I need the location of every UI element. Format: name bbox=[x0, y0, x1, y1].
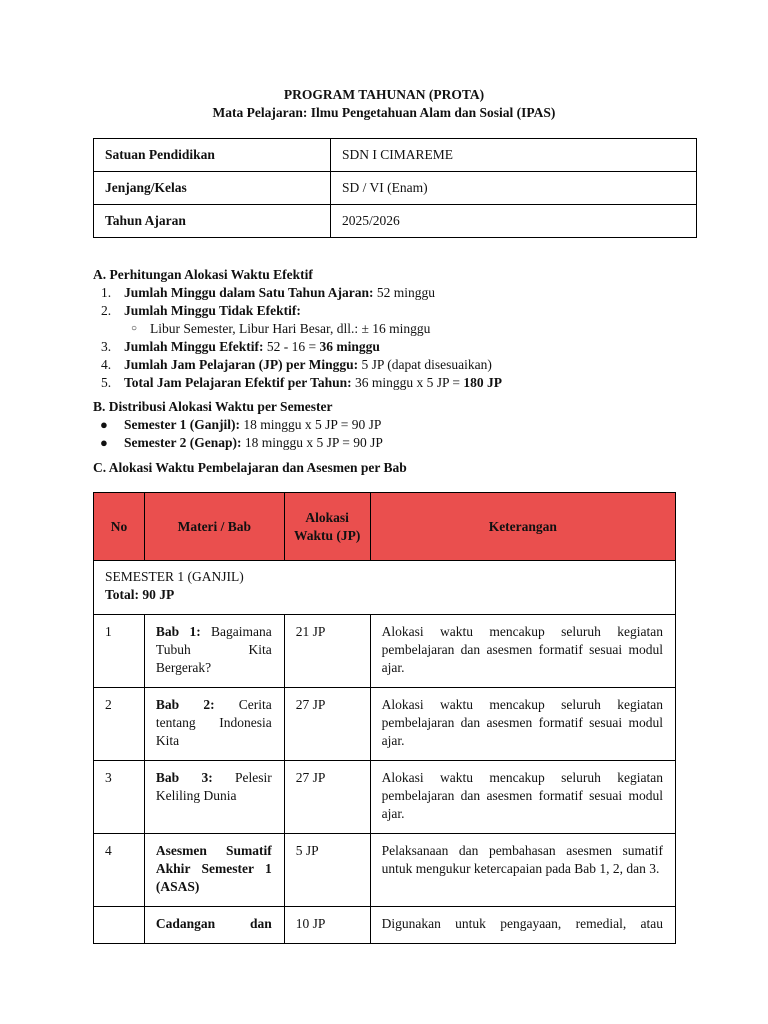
info-label: Satuan Pendidikan bbox=[94, 139, 331, 172]
item-text: 36 minggu x 5 JP = bbox=[351, 375, 464, 390]
circle-bullet-icon: ○ bbox=[131, 323, 138, 334]
column-header-materi: Materi / Bab bbox=[144, 493, 284, 561]
item-label: Total Jam Pelajaran Efektif per Tahun: bbox=[124, 375, 352, 390]
info-label: Jenjang/Kelas bbox=[94, 172, 331, 205]
item-text: 18 minggu x 5 JP = 90 JP bbox=[239, 417, 382, 432]
semester-row bbox=[94, 561, 676, 615]
row-keterangan: Pelaksanaan dan pembahasan asesmen sumatif untuk mengukur ketercapaian pada Bab 1, 2, dan 3. bbox=[370, 834, 675, 907]
info-value: 2025/2026 bbox=[331, 205, 697, 238]
column-header-keterangan: Keterangan bbox=[370, 493, 675, 561]
bab-title: Cerita tentang Indonesia Kita bbox=[155, 697, 272, 748]
row-jp: 21 JP bbox=[284, 615, 370, 688]
section-b-list bbox=[93, 416, 733, 452]
section-c-heading: C. Alokasi Waktu Pembelajaran dan Asesmen per Bab bbox=[93, 460, 407, 475]
semester-total: Total: 90 JP bbox=[105, 587, 175, 602]
row-jp: 10 JP bbox=[284, 907, 370, 944]
list-number: 3. bbox=[101, 339, 112, 354]
bab-label: Bab 2: bbox=[155, 697, 215, 712]
section-b bbox=[93, 398, 733, 452]
bullet-icon: ● bbox=[100, 417, 108, 432]
list-item bbox=[93, 338, 733, 356]
bullet-icon: ● bbox=[100, 435, 108, 450]
info-label: Tahun Ajaran bbox=[94, 205, 331, 238]
info-value: SDN I CIMAREME bbox=[331, 139, 697, 172]
item-text: 52 minggu bbox=[373, 285, 435, 300]
bab-label: Cadangan dan bbox=[155, 916, 272, 931]
item-label: Jumlah Jam Pelajaran (JP) per Minggu: bbox=[124, 357, 359, 372]
row-keterangan: Alokasi waktu mencakup seluruh kegiatan pembelajaran dan asesmen formatif sesuai modul ajar. bbox=[370, 761, 675, 834]
info-row bbox=[94, 205, 697, 238]
section-a-heading: A. Perhitungan Alokasi Waktu Efektif bbox=[93, 267, 313, 282]
allocation-table bbox=[93, 492, 676, 944]
table-row bbox=[94, 761, 676, 834]
row-no: 1 bbox=[94, 615, 145, 688]
item-label: Jumlah Minggu dalam Satu Tahun Ajaran: bbox=[124, 285, 374, 300]
row-materi bbox=[144, 907, 284, 944]
semester-label: SEMESTER 1 (GANJIL) bbox=[105, 569, 244, 584]
list-item bbox=[93, 374, 733, 392]
row-keterangan: Digunakan untuk pengayaan, remedial, atau bbox=[370, 907, 675, 944]
row-no: 4 bbox=[94, 834, 145, 907]
row-materi bbox=[144, 615, 284, 688]
row-keterangan: Alokasi waktu mencakup seluruh kegiatan pembelajaran dan asesmen formatif sesuai modul ajar. bbox=[370, 688, 675, 761]
row-jp: 5 JP bbox=[284, 834, 370, 907]
column-header-no: No bbox=[94, 493, 145, 561]
list-item bbox=[93, 302, 733, 320]
bab-title: Bagaimana Tubuh Kita Bergerak? bbox=[155, 624, 272, 675]
list-number: 1. bbox=[101, 285, 112, 300]
list-item bbox=[93, 356, 733, 374]
list-number: 4. bbox=[101, 357, 112, 372]
item-text: 5 JP (dapat disesuaikan) bbox=[358, 357, 492, 372]
row-materi bbox=[144, 688, 284, 761]
semester-cell bbox=[94, 561, 676, 615]
table-row bbox=[94, 688, 676, 761]
table-row bbox=[94, 615, 676, 688]
section-a bbox=[93, 266, 733, 392]
item-label: Jumlah Minggu Efektif: bbox=[124, 339, 264, 354]
list-number: 5. bbox=[101, 375, 112, 390]
table-header-row bbox=[94, 493, 676, 561]
list-item bbox=[93, 416, 733, 434]
list-item bbox=[93, 284, 733, 302]
info-row bbox=[94, 172, 697, 205]
info-value: SD / VI (Enam) bbox=[331, 172, 697, 205]
row-jp: 27 JP bbox=[284, 761, 370, 834]
item-label: Jumlah Minggu Tidak Efektif: bbox=[124, 303, 301, 318]
item-text: 52 - 16 = bbox=[263, 339, 320, 354]
info-row bbox=[94, 139, 697, 172]
item-label: Semester 1 (Ganjil): bbox=[124, 417, 240, 432]
row-no bbox=[94, 907, 145, 944]
row-no: 3 bbox=[94, 761, 145, 834]
item-result: 180 JP bbox=[463, 375, 503, 390]
section-b-heading: B. Distribusi Alokasi Waktu per Semester bbox=[93, 399, 333, 414]
row-keterangan: Alokasi waktu mencakup seluruh kegiatan pembelajaran dan asesmen formatif sesuai modul ajar. bbox=[370, 615, 675, 688]
bab-label: Bab 1: bbox=[155, 624, 201, 639]
column-header-alokasi: Alokasi Waktu (JP) bbox=[284, 493, 370, 561]
document-subtitle: Mata Pelajaran: Ilmu Pengetahuan Alam dan Sosial (IPAS) bbox=[212, 105, 556, 120]
item-result: 36 minggu bbox=[319, 339, 380, 354]
bab-label: Asesmen Sumatif Akhir Semester 1 (ASAS) bbox=[155, 843, 272, 894]
list-subitem bbox=[93, 320, 733, 338]
section-c bbox=[93, 459, 733, 477]
info-table bbox=[93, 138, 697, 238]
table-row bbox=[94, 834, 676, 907]
list-number: 2. bbox=[101, 303, 112, 318]
row-no: 2 bbox=[94, 688, 145, 761]
bab-title: Pelesir Keliling Dunia bbox=[155, 770, 272, 803]
section-a-list bbox=[93, 284, 733, 392]
row-materi bbox=[144, 761, 284, 834]
item-text: 18 minggu x 5 JP = 90 JP bbox=[241, 435, 383, 450]
table-row bbox=[94, 907, 676, 944]
list-item bbox=[93, 434, 733, 452]
item-label: Semester 2 (Genap): bbox=[124, 435, 242, 450]
row-jp: 27 JP bbox=[284, 688, 370, 761]
row-materi bbox=[144, 834, 284, 907]
subitem-text: Libur Semester, Libur Hari Besar, dll.: ± 16 minggu bbox=[150, 321, 431, 336]
document-title: PROGRAM TAHUNAN (PROTA) bbox=[283, 87, 485, 102]
bab-label: Bab 3: bbox=[155, 770, 213, 785]
